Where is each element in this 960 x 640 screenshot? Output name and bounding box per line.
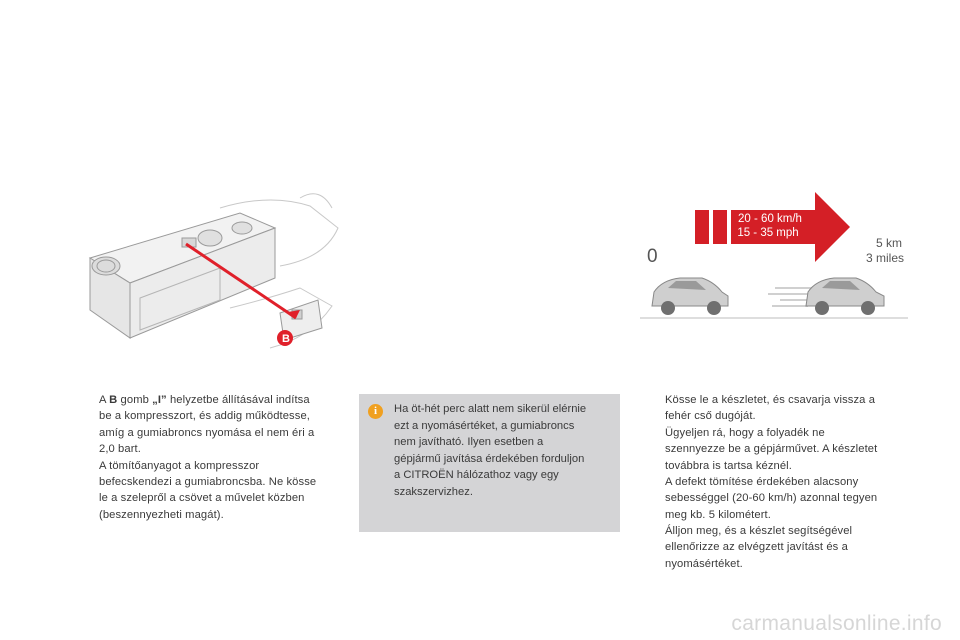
info-line: ezt a nyomásértéket, a gumiabroncs xyxy=(394,419,575,432)
button-b-ref: B xyxy=(109,394,118,406)
watermark: carmanualsonline.info xyxy=(731,612,942,635)
left-line: be a kompresszort, és addig működtesse, xyxy=(99,410,310,423)
info-line: szakszervizhez. xyxy=(394,485,473,498)
info-line: gépjármű javítása érdekében forduljon xyxy=(394,452,585,465)
right-line: Álljon meg, és a készlet segítségével xyxy=(665,525,853,537)
info-line: nem javítható. Ilyen esetben a xyxy=(394,436,544,449)
left-line: befecskendezi a gumiabroncsba. Ne kösse xyxy=(99,476,317,489)
right-line: A defekt tömítése érdekében alacsony xyxy=(665,476,859,488)
info-line: Ha öt-hét perc alatt nem sikerül elérnie xyxy=(394,403,587,415)
right-bullet-1 xyxy=(665,392,925,474)
info-icon: i xyxy=(368,404,383,419)
info-line: a CITROËN hálózathoz vagy egy xyxy=(394,469,559,482)
car-stationary-icon xyxy=(652,278,728,315)
left-line: le a szelepről a csövet a művelet közben xyxy=(99,492,305,505)
left-line: (beszennyezheti magát). xyxy=(99,508,224,521)
start-label: 0 xyxy=(647,246,658,267)
left-line: amíg a gumiabroncs nyomása el nem éri a xyxy=(99,426,315,439)
compressor-illustration xyxy=(70,188,342,358)
right-line: szennyezze be a gépjárművet. A készletet xyxy=(665,443,878,456)
left-bullet xyxy=(99,392,359,523)
speed-mph-label: 15 - 35 mph xyxy=(737,227,799,239)
right-line: sebességgel (20-60 km/h) azonnal tegyen xyxy=(665,492,878,505)
right-line: Ügyeljen rá, hogy a folyadék ne xyxy=(665,426,825,439)
info-box xyxy=(359,394,620,532)
right-bullet-3 xyxy=(665,523,925,572)
left-line: 2,0 bart. xyxy=(99,443,141,456)
right-line: továbbra is tartsa kéznél. xyxy=(665,459,792,472)
car-moving-icon xyxy=(806,278,884,315)
info-text xyxy=(394,401,614,501)
callout-letter-b: B xyxy=(282,333,290,345)
right-bullet-2 xyxy=(665,474,925,523)
position-i-ref: „I” xyxy=(152,394,167,406)
left-bullet-first-line: A B gomb „I” helyzetbe állításával indítsa xyxy=(99,394,310,406)
right-line: nyomásértéket. xyxy=(665,557,743,570)
right-line: ellenőrizze az elvégzett javítást és a xyxy=(665,541,848,554)
distance-miles-label: 3 miles xyxy=(865,251,904,265)
speed-kmh-label: 20 - 60 km/h xyxy=(738,213,802,225)
right-line: meg kb. 5 kilométert. xyxy=(665,508,771,521)
right-line: Kösse le a készletet, és csavarja vissza a xyxy=(665,394,876,406)
right-line: fehér cső dugóját. xyxy=(665,410,756,423)
distance-km-label: 5 km xyxy=(875,236,902,250)
left-line: A tömítőanyagot a kompresszor xyxy=(99,459,260,472)
